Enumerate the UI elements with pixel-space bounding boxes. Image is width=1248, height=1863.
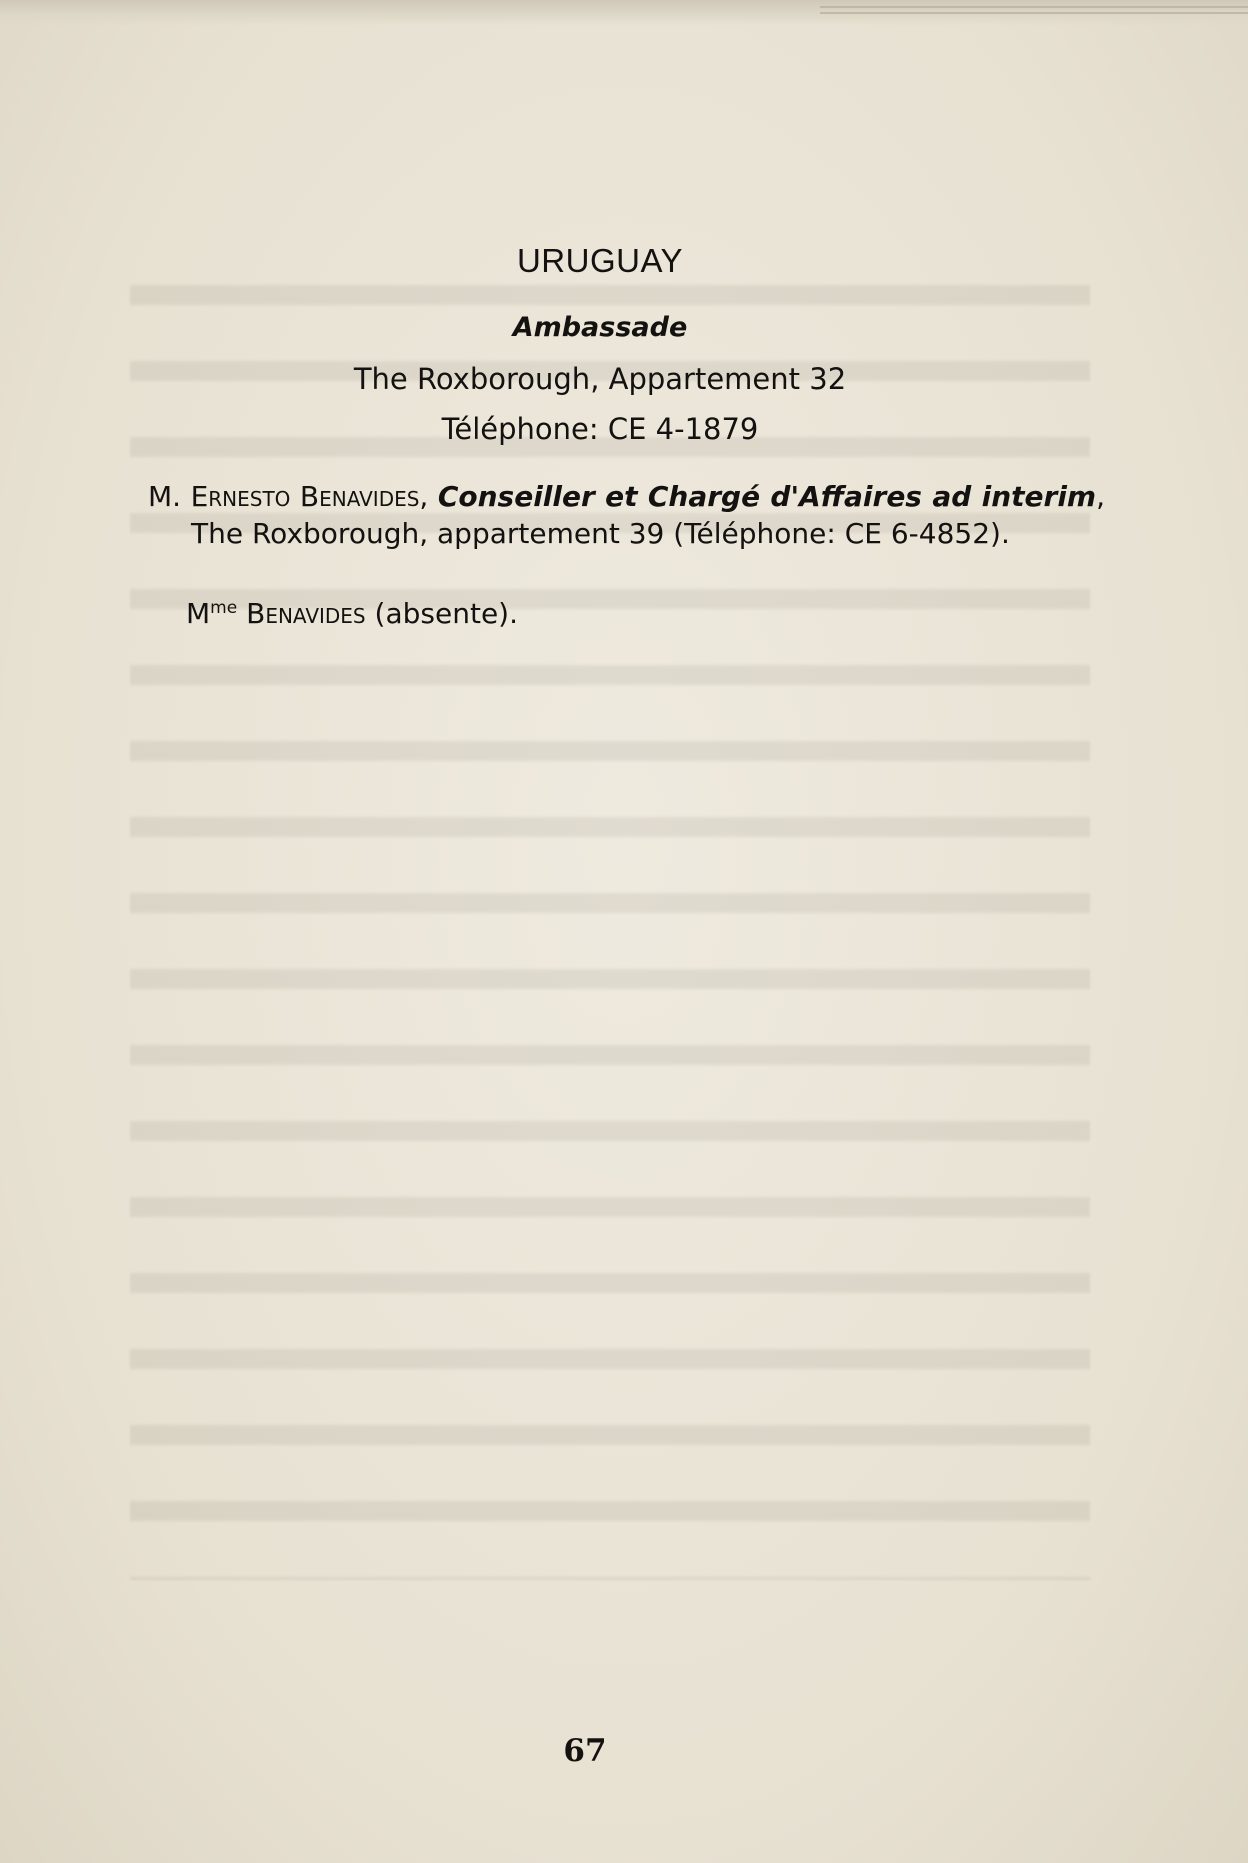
mission-address: The Roxborough, Appartement 32 <box>353 362 847 396</box>
entry-separator: , <box>419 480 438 513</box>
staff-title: Conseiller et Chargé d'Affaires ad interim <box>437 480 1097 513</box>
entry-prefix: M. <box>148 480 191 513</box>
country-heading: URUGUAY <box>516 242 684 279</box>
staff-details: , The Roxborough, appartement 39 (Téléphone: CE 6-4852). <box>191 480 1105 550</box>
spouse-prefix: M <box>186 597 211 630</box>
spouse-name: Benavides <box>246 597 366 630</box>
mission-telephone: Téléphone: CE 4-1879 <box>441 412 759 446</box>
spouse-status: (absente). <box>374 597 518 630</box>
page-number: 67 <box>563 1733 607 1769</box>
staff-name: Ernesto Benavides <box>190 480 420 513</box>
mission-type: Ambassade <box>512 312 688 343</box>
spouse-entry <box>186 590 518 632</box>
staff-entry <box>148 478 1105 552</box>
spouse-prefix-sup: me <box>210 598 238 618</box>
